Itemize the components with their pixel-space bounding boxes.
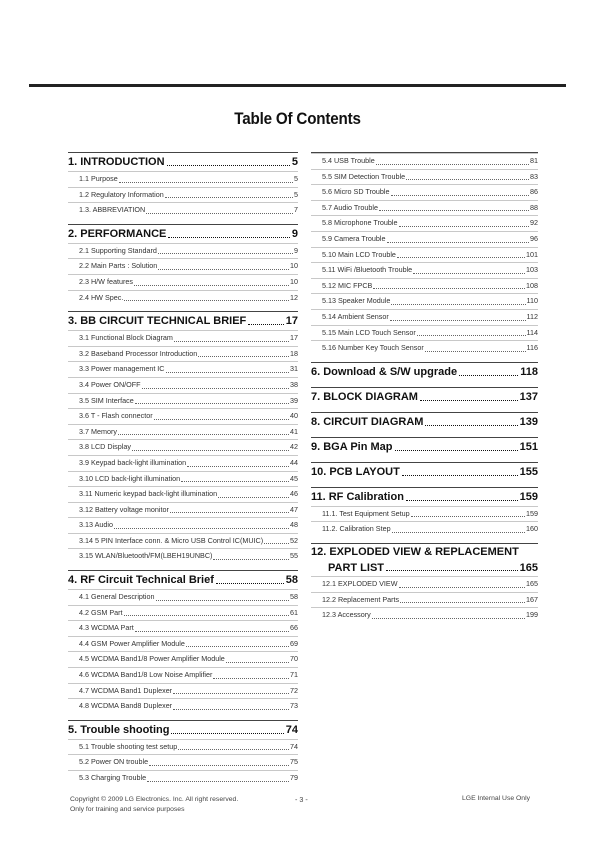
toc-entry-label: 3.13 Audio	[79, 520, 113, 530]
toc-entry[interactable]	[311, 278, 538, 294]
toc-entry-label: 2.3 H/W features	[79, 276, 133, 286]
toc-entry[interactable]	[68, 589, 298, 605]
toc-entry[interactable]	[68, 393, 298, 409]
dot-leader	[425, 425, 517, 426]
toc-continuation-list	[311, 152, 538, 362]
dot-leader	[173, 709, 289, 710]
toc-entry-page: 7	[294, 205, 298, 215]
dot-leader	[158, 253, 293, 254]
toc-heading-page: 159	[519, 490, 538, 503]
dot-leader	[372, 618, 525, 619]
toc-entry-page: 17	[290, 333, 298, 343]
dot-leader	[402, 475, 518, 476]
toc-entry[interactable]	[68, 455, 298, 471]
toc-entry[interactable]	[68, 605, 298, 621]
toc-entry-page: 199	[526, 610, 538, 620]
toc-entry[interactable]	[68, 439, 298, 455]
toc-entry-page: 44	[290, 457, 298, 467]
dot-leader	[411, 516, 525, 517]
page-title: Table Of Contents	[234, 110, 361, 128]
toc-entry[interactable]	[68, 274, 298, 290]
toc-heading-page: 151	[519, 440, 538, 453]
toc-entry-page: 110	[526, 296, 538, 306]
dot-leader	[406, 179, 529, 180]
toc-entry[interactable]	[68, 290, 298, 306]
toc-entry-label: 3.6 T - Flash connector	[79, 411, 153, 421]
dot-leader	[165, 197, 293, 198]
toc-entry-label: 3.5 SIM Interface	[79, 395, 134, 405]
toc-entry-label: 3.12 Battery voltage monitor	[79, 504, 169, 514]
toc-section-heading[interactable]	[311, 363, 538, 381]
toc-entry-page: 18	[290, 348, 298, 358]
toc-entry-label: 11.2. Calibration Step	[322, 524, 391, 534]
dot-leader	[248, 324, 284, 325]
toc-section	[68, 570, 298, 714]
toc-heading-label: 1. INTRODUCTION	[68, 156, 165, 168]
toc-heading-page: 137	[519, 390, 538, 403]
toc-entry-label: 4.6 WCDMA Band1/8 Low Noise Amplifier	[79, 670, 213, 680]
toc-entry[interactable]	[68, 548, 298, 564]
toc-entry-label: 2.4 HW Spec.	[79, 292, 124, 302]
toc-entry-label: 5.3 Charging Trouble	[79, 773, 147, 782]
toc-entry[interactable]	[311, 293, 538, 309]
toc-section	[311, 362, 538, 381]
toc-entry-label: 5.9 Camera Trouble	[322, 233, 386, 243]
toc-entry-page: 41	[290, 426, 298, 436]
toc-entry[interactable]	[311, 521, 538, 537]
toc-section-heading[interactable]	[68, 721, 298, 739]
toc-entry-label: 5.10 Main LCD Trouble	[322, 249, 396, 259]
toc-entry-page: 40	[290, 411, 298, 421]
toc-entry[interactable]	[68, 377, 298, 393]
toc-heading-line2	[311, 560, 538, 576]
toc-entry-page: 159	[526, 508, 538, 518]
dot-leader	[198, 356, 289, 357]
toc-entry-page: 73	[290, 701, 298, 711]
toc-entry-label: 3.15 WLAN/Bluetooth/FM(LBEH19UNBC)	[79, 551, 213, 561]
toc-entry-label: 4.7 WCDMA Band1 Duplexer	[79, 685, 173, 695]
copyright-text: Copyright © 2009 LG Electronics. Inc. All right reserved.	[70, 796, 239, 803]
toc-entry-page: 52	[290, 535, 298, 545]
toc-entry[interactable]	[311, 262, 538, 278]
toc-entry[interactable]	[311, 309, 538, 325]
toc-entry[interactable]	[68, 533, 298, 549]
toc-heading-label: 11. RF Calibration	[311, 490, 404, 503]
toc-entry-label: 5.11 WiFi /Bluetooth Trouble	[322, 265, 413, 275]
toc-heading-page: 17	[285, 315, 298, 328]
toc-entry-page: 38	[290, 379, 298, 389]
toc-entry-label: 1.1 Purpose	[79, 174, 118, 183]
toc-entry[interactable]	[311, 153, 538, 169]
toc-entry-page: 71	[290, 670, 298, 680]
toc-entry-label: 5.12 MIC FPCB	[322, 280, 373, 290]
toc-entry-label: 3.14 5 PIN Interface conn. & Micro USB Control IC(MUIC)	[79, 535, 264, 545]
toc-entry-page: 10	[290, 261, 298, 271]
toc-section	[68, 311, 298, 564]
toc-entry[interactable]	[68, 667, 298, 683]
dot-leader	[399, 587, 526, 588]
toc-entry-label: 5.1 Trouble shooting test setup	[79, 741, 178, 751]
toc-section	[311, 462, 538, 481]
dot-leader	[390, 320, 526, 321]
dot-leader	[124, 615, 289, 616]
dot-leader	[158, 269, 289, 270]
toc-entry-page: 83	[530, 171, 538, 181]
toc-entry[interactable]	[311, 340, 538, 356]
toc-entry[interactable]	[68, 202, 298, 218]
dot-leader	[135, 631, 289, 632]
dot-leader	[413, 273, 525, 274]
toc-entry[interactable]	[68, 502, 298, 518]
dot-leader	[181, 481, 289, 482]
toc-entry[interactable]	[68, 408, 298, 424]
toc-heading-label: 5. Trouble shooting	[68, 723, 170, 736]
toc-entry[interactable]	[68, 517, 298, 533]
toc-right-sections	[311, 362, 538, 629]
toc-heading-label: 8. CIRCUIT DIAGRAM	[311, 415, 424, 428]
toc-entry[interactable]	[311, 184, 538, 200]
toc-heading-page: 139	[519, 415, 538, 428]
toc-entry-label: 4.5 WCDMA Band1/8 Power Amplifier Module	[79, 654, 225, 664]
dot-leader	[149, 765, 289, 766]
toc-heading-label: 9. BGA Pin Map	[311, 440, 393, 453]
training-text: Only for training and service purposes	[70, 806, 185, 813]
toc-section-heading[interactable]	[68, 225, 298, 243]
toc-entry-label: 5.7 Audio Trouble	[322, 202, 378, 212]
toc-entry-page: 72	[290, 685, 298, 695]
toc-entry[interactable]	[68, 346, 298, 362]
toc-left-column	[68, 152, 298, 792]
dot-leader	[387, 242, 529, 243]
toc-heading-page: 155	[519, 465, 538, 478]
toc-entry-page: 165	[526, 578, 538, 588]
toc-entry-page: 5	[294, 189, 298, 199]
dot-leader	[376, 164, 529, 165]
toc-entry-label: 4.3 WCDMA Part	[79, 623, 134, 633]
toc-entry-label: 12.1 EXPLODED VIEW	[322, 578, 398, 588]
dot-leader	[392, 532, 525, 533]
toc-entry-label: 5.5 SIM Detection Trouble	[322, 171, 406, 181]
toc-section-heading[interactable]	[68, 153, 298, 171]
toc-entry[interactable]	[68, 258, 298, 274]
toc-entry[interactable]	[311, 592, 538, 608]
toc-entry-label: 5.4 USB Trouble	[322, 156, 375, 165]
toc-entry-label: 3.9 Keypad back-light illumination	[79, 457, 187, 467]
toc-entry-page: 160	[526, 524, 538, 534]
toc-heading-label: 12. EXPLODED VIEW & REPLACEMENT	[311, 545, 519, 558]
toc-entry-label: 3.11 Numeric keypad back-light illumination	[79, 489, 218, 499]
dot-leader	[135, 403, 289, 404]
toc-section-heading[interactable]	[311, 438, 538, 456]
toc-section	[311, 543, 538, 623]
toc-heading-page: 118	[520, 365, 538, 378]
toc-entry[interactable]	[311, 607, 538, 623]
toc-entry-page: 47	[290, 504, 298, 514]
toc-entry[interactable]	[68, 636, 298, 652]
toc-entry-label: 2.1 Supporting Standard	[79, 245, 157, 255]
footer-copyright	[70, 795, 238, 815]
dot-leader	[167, 165, 290, 166]
toc-section	[311, 487, 538, 537]
toc-entry-label: 5.16 Number Key Touch Sensor	[322, 343, 424, 353]
dot-leader	[373, 288, 525, 289]
toc-entry-label: 5.14 Ambient Sensor	[322, 311, 389, 321]
toc-entry-page: 103	[526, 265, 538, 275]
toc-entry[interactable]	[311, 169, 538, 185]
dot-leader	[171, 733, 283, 734]
toc-entry-label: 5.6 Micro SD Trouble	[322, 187, 390, 197]
toc-entry[interactable]	[311, 231, 538, 247]
toc-section-heading[interactable]	[68, 571, 298, 589]
toc-entry-label: 5.2 Power ON trouble	[79, 757, 149, 767]
toc-entry[interactable]	[68, 754, 298, 770]
dot-leader	[391, 195, 529, 196]
dot-leader	[218, 497, 289, 498]
dot-leader	[134, 285, 289, 286]
toc-entry-label: 3.2 Baseband Processor Introduction	[79, 348, 198, 358]
toc-section-heading[interactable]	[311, 413, 538, 431]
toc-entry-page: 46	[290, 489, 298, 499]
dot-leader	[146, 213, 293, 214]
dot-leader	[391, 304, 525, 305]
toc-entry-page: 79	[290, 773, 298, 782]
toc-section-heading[interactable]	[311, 488, 538, 506]
toc-section-heading[interactable]	[311, 544, 538, 576]
toc-entry[interactable]	[68, 486, 298, 502]
toc-entry-page: 96	[530, 233, 538, 243]
toc-entry-label: 4.2 GSM Part	[79, 607, 123, 617]
dot-leader	[216, 583, 284, 584]
toc-entry[interactable]	[311, 200, 538, 216]
toc-entry-page: 116	[526, 343, 538, 353]
toc-entry-label: 11.1. Test Equipment Setup	[322, 508, 410, 518]
dot-leader	[118, 434, 289, 435]
dot-leader	[154, 419, 289, 420]
dot-leader	[124, 300, 289, 301]
dot-leader	[425, 351, 526, 352]
toc-entry[interactable]	[68, 471, 298, 487]
toc-entry-label: 4.4 GSM Power Amplifier Module	[79, 638, 185, 648]
toc-section-heading[interactable]	[311, 388, 538, 406]
toc-heading-page: 165	[519, 561, 538, 574]
toc-entry-page: 10	[290, 276, 298, 286]
toc-entry-page: 55	[290, 551, 298, 561]
dot-leader	[168, 237, 289, 238]
dot-leader	[400, 602, 525, 603]
dot-leader	[459, 375, 518, 376]
dot-leader	[114, 528, 289, 529]
dot-leader	[186, 646, 289, 647]
dot-leader	[399, 226, 529, 227]
toc-section	[68, 224, 298, 305]
toc-section	[68, 720, 298, 786]
toc-entry-page: 70	[290, 654, 298, 664]
dot-leader	[170, 512, 289, 513]
toc-heading-page: 74	[285, 723, 298, 736]
dot-leader	[395, 450, 518, 451]
toc-entry-label: 1.2 Regulatory Information	[79, 189, 164, 199]
toc-entry[interactable]	[68, 739, 298, 755]
section-spacer	[311, 623, 538, 629]
dot-leader	[187, 466, 289, 467]
dot-leader	[379, 210, 529, 211]
dot-leader	[420, 400, 518, 401]
dot-leader	[173, 693, 289, 694]
toc-entry-page: 45	[290, 473, 298, 483]
toc-entry-page: 58	[290, 592, 298, 602]
toc-entry-page: 69	[290, 638, 298, 648]
toc-section	[311, 412, 538, 431]
toc-entry-page: 48	[290, 520, 298, 530]
toc-entry-label: 3.4 Power ON/OFF	[79, 379, 141, 389]
section-spacer	[68, 786, 298, 792]
toc-heading-label-cont: PART LIST	[328, 561, 385, 574]
toc-entry[interactable]	[68, 620, 298, 636]
dot-leader	[166, 372, 290, 373]
toc-heading-page: 58	[285, 574, 298, 587]
toc-entry-page: 92	[530, 218, 538, 228]
toc-entry-page: 66	[290, 623, 298, 633]
toc-entry-page: 86	[530, 187, 538, 197]
dot-leader	[417, 335, 526, 336]
toc-entry-page: 42	[290, 442, 298, 452]
toc-entry-label: 12.3 Accessory	[322, 610, 371, 620]
dot-leader	[156, 600, 289, 601]
toc-entry[interactable]	[68, 330, 298, 346]
toc-entry-page: 108	[526, 280, 538, 290]
toc-entry-page: 114	[526, 327, 538, 337]
toc-heading-label: 4. RF Circuit Technical Brief	[68, 574, 214, 587]
toc-entry-label: 4.1 General Description	[79, 592, 155, 602]
toc-entry[interactable]	[68, 698, 298, 714]
toc-heading-label: 7. BLOCK DIAGRAM	[311, 390, 418, 403]
dot-leader	[406, 500, 518, 501]
toc-entry-page: 9	[294, 245, 298, 255]
dot-leader	[147, 781, 289, 782]
toc-entry-label: 12.2 Replacement Parts	[322, 594, 400, 604]
toc-section	[68, 152, 298, 218]
dot-leader	[132, 450, 289, 451]
toc-entry[interactable]	[68, 171, 298, 187]
toc-entry[interactable]	[68, 187, 298, 203]
toc-entry-label: 5.8 Microphone Trouble	[322, 218, 398, 228]
toc-entry-page: 88	[530, 202, 538, 212]
toc-entry-page: 12	[290, 292, 298, 302]
toc-entry[interactable]	[311, 247, 538, 263]
toc-section-heading[interactable]	[68, 312, 298, 330]
toc-entry[interactable]	[311, 576, 538, 592]
toc-entry-label: 3.7 Memory	[79, 426, 117, 436]
toc-heading-label: 3. BB CIRCUIT TECHNICAL BRIEF	[68, 315, 247, 328]
toc-entry-label: 1.3. ABBREVIATION	[79, 205, 146, 215]
dot-leader	[213, 559, 289, 560]
toc-entry-page: 61	[290, 607, 298, 617]
toc-heading-page: 5	[291, 156, 298, 168]
toc-entry[interactable]	[68, 683, 298, 699]
toc-entry[interactable]	[68, 361, 298, 377]
toc-right-column	[311, 152, 538, 629]
dot-leader	[264, 543, 289, 544]
toc-heading-label: 6. Download & S/W upgrade	[311, 365, 458, 378]
internal-use-label: LGE Internal Use Only	[462, 795, 530, 802]
toc-entry-page: 101	[526, 249, 538, 259]
top-rule	[29, 84, 566, 87]
toc-entry-page: 75	[290, 757, 298, 767]
toc-entry[interactable]	[311, 506, 538, 522]
toc-heading-label: 2. PERFORMANCE	[68, 227, 167, 240]
toc-entry[interactable]	[311, 325, 538, 341]
dot-leader	[178, 749, 289, 750]
dot-leader	[119, 182, 293, 183]
toc-entry-page: 31	[290, 364, 298, 374]
toc-entry-label: 5.13 Speaker Module	[322, 296, 391, 306]
dot-leader	[142, 388, 289, 389]
toc-entry[interactable]	[68, 651, 298, 667]
toc-section-heading[interactable]	[311, 463, 538, 481]
toc-entry-label: 3.10 LCD back-light illumination	[79, 473, 181, 483]
toc-entry[interactable]	[68, 424, 298, 440]
toc-entry-page: 112	[526, 311, 538, 321]
toc-entry-page: 5	[294, 174, 298, 183]
toc-entry[interactable]	[68, 243, 298, 259]
toc-entry-page: 167	[526, 594, 538, 604]
toc-entry-label: 4.8 WCDMA Band8 Duplexer	[79, 701, 173, 711]
toc-entry-label: 3.1 Functional Block Diagram	[79, 333, 173, 343]
toc-entry[interactable]	[68, 770, 298, 786]
toc-entry-page: 39	[290, 395, 298, 405]
dot-leader	[397, 257, 525, 258]
toc-heading-label: 10. PCB LAYOUT	[311, 465, 400, 478]
toc-heading-page: 9	[291, 227, 298, 240]
dot-leader	[213, 678, 289, 679]
toc-entry-page: 81	[530, 156, 538, 165]
toc-entry-label: 3.3 Power management IC	[79, 364, 165, 374]
toc-entry[interactable]	[311, 215, 538, 231]
dot-leader	[226, 662, 289, 663]
toc-section	[311, 387, 538, 406]
toc-entry-page: 74	[290, 741, 298, 751]
dot-leader	[386, 570, 518, 571]
toc-entry-label: 3.8 LCD Display	[79, 442, 131, 452]
page-number: - 3 -	[295, 795, 308, 804]
toc-entry-label: 2.2 Main Parts : Solution	[79, 261, 158, 271]
dot-leader	[174, 341, 289, 342]
toc-entry-label: 5.15 Main LCD Touch Sensor	[322, 327, 416, 337]
toc-section	[311, 437, 538, 456]
